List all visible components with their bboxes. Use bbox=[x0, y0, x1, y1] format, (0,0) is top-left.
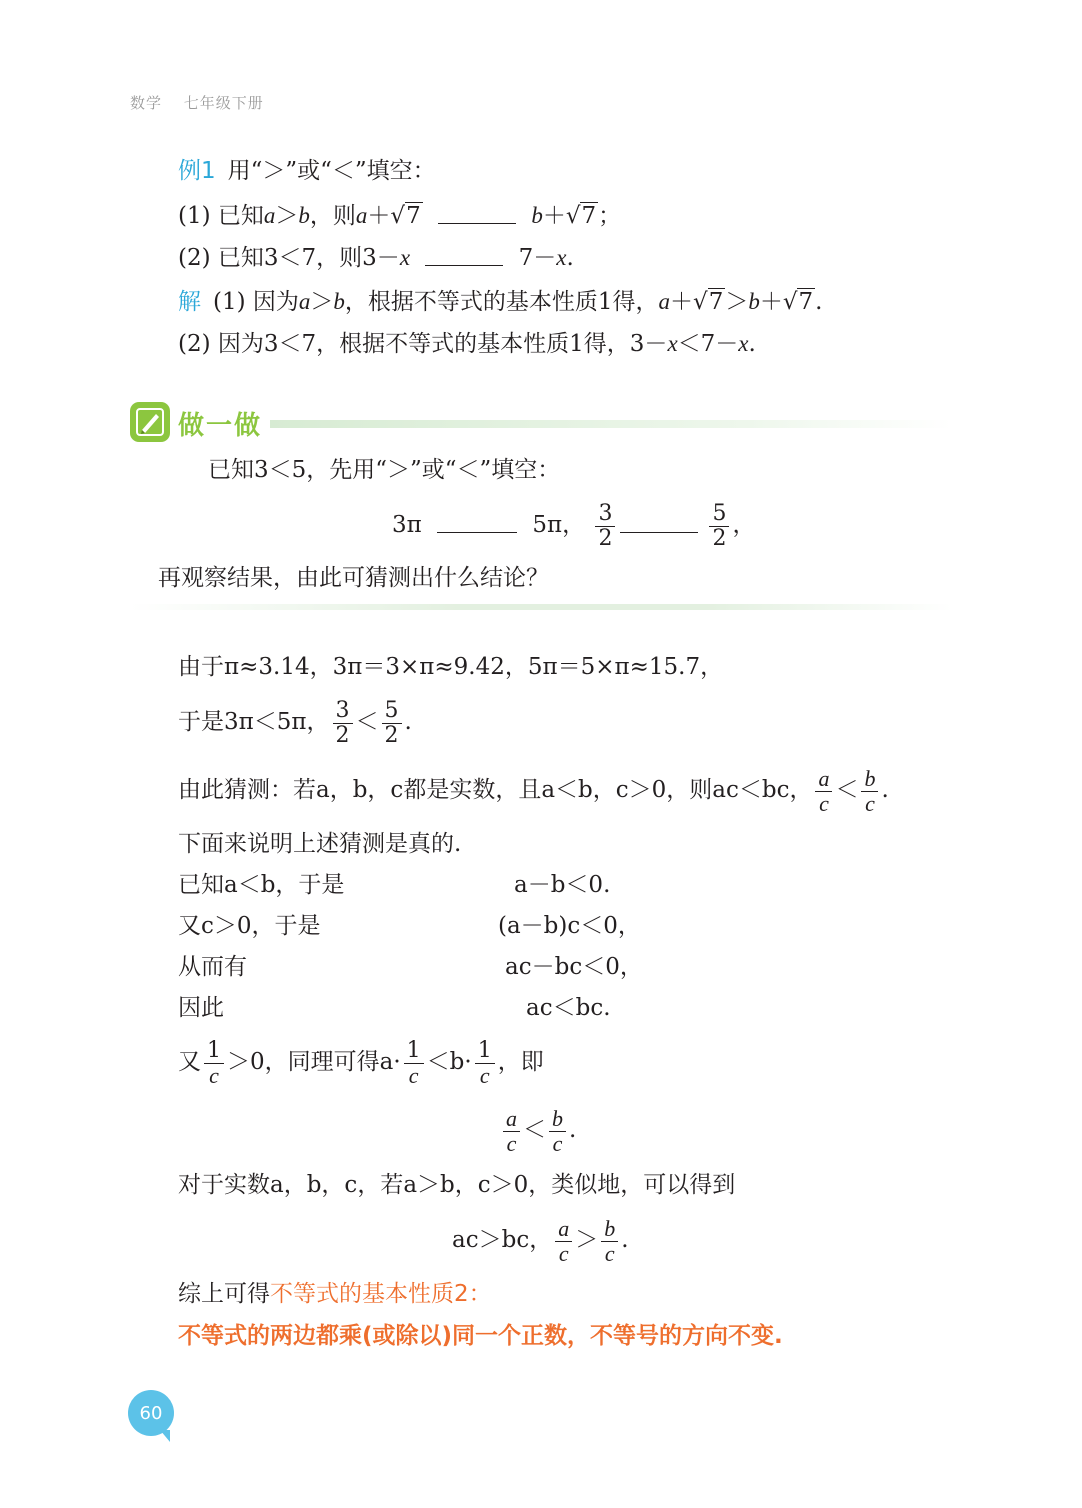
s1-sqrt: √7 bbox=[693, 289, 724, 315]
activity-title: 做一做 bbox=[178, 411, 263, 441]
proof-step-left-2: 又c＞0，于是 bbox=[178, 913, 321, 939]
line2-pre: 于是3π＜5π， bbox=[178, 709, 330, 735]
line2-frac-5-2: $\frac{5}{2}$ bbox=[382, 699, 402, 748]
activity-comma: ， bbox=[732, 512, 756, 538]
proof-step-right-2: (a－b)c＜0， bbox=[498, 913, 641, 939]
q1-rhs-b: b bbox=[531, 203, 543, 228]
s1-plus: ＋ bbox=[670, 289, 694, 315]
res-op: ＜ bbox=[523, 1117, 546, 1143]
fraction-5-2: $\frac{5}{2}$ bbox=[709, 502, 729, 551]
q1-plus: ＋ bbox=[367, 203, 391, 229]
s2-end: . bbox=[748, 331, 756, 357]
example-label: 例1 bbox=[178, 158, 216, 184]
proof-step-right-3: ac－bc＜0， bbox=[505, 954, 643, 980]
q2-x-2: x bbox=[556, 245, 567, 270]
question-2 bbox=[178, 243, 574, 273]
activity-blank-1[interactable] bbox=[437, 514, 517, 533]
proof-intro: 下面来说明上述猜测是真的. bbox=[178, 831, 462, 857]
res-end: . bbox=[569, 1117, 577, 1143]
q1-num: (1) bbox=[178, 203, 211, 229]
activity-prompt: 已知3＜5，先用“＞”或“＜”填空： bbox=[208, 457, 561, 483]
property-2-statement: 不等式的两边都乘(或除以)同一个正数，不等号的方向不变. bbox=[178, 1323, 783, 1349]
fraction-3-2: $\frac{3}{2}$ bbox=[595, 502, 615, 551]
activity-blank-2[interactable] bbox=[620, 514, 698, 533]
solution-1 bbox=[178, 287, 822, 317]
proof-step-right-1: a－b＜0. bbox=[514, 872, 611, 898]
answer-blank-2[interactable] bbox=[425, 247, 503, 266]
res-frac-a-c: $\frac{a}{c}$ bbox=[503, 1107, 520, 1156]
s1-b: b bbox=[333, 289, 345, 314]
q1-end: ； bbox=[598, 203, 622, 229]
header-subject: 数学 bbox=[130, 94, 163, 112]
body-line-1: 由于π≈3.14，3π＝3×π≈9.42，5π＝5×π≈15.7， bbox=[178, 654, 724, 680]
summary-colon: ： bbox=[468, 1281, 492, 1307]
activity-divider bbox=[130, 604, 952, 610]
s1-op: ＞ bbox=[310, 289, 334, 315]
q1-cond-a: a bbox=[263, 203, 276, 228]
s2-x-2: x bbox=[738, 331, 749, 356]
similar-line: 对于实数a，b，c，若a＞b，c＞0，类似地，可以得到 bbox=[178, 1172, 736, 1198]
summary-pre: 综上可得 bbox=[178, 1281, 270, 1307]
expr-5pi: 5π， bbox=[532, 512, 586, 538]
q2-num: (2) bbox=[178, 245, 211, 271]
summary-line bbox=[178, 1279, 492, 1309]
page-number: 60 bbox=[139, 1402, 163, 1424]
also-pre: 又 bbox=[178, 1049, 201, 1075]
s2-text: (2) 因为3＜7，根据不等式的基本性质1得，3－ bbox=[178, 331, 668, 357]
badge-tail bbox=[160, 1430, 170, 1442]
sim-end: . bbox=[621, 1227, 629, 1253]
sim-pre: ac＞bc， bbox=[452, 1227, 553, 1253]
property-2-title: 不等式的基本性质2 bbox=[270, 1281, 469, 1307]
expr-3pi: 3π bbox=[392, 512, 422, 538]
s2-x: x bbox=[667, 331, 678, 356]
question-1 bbox=[178, 201, 621, 231]
also-frac-1-c: $\frac{1}{c}$ bbox=[204, 1039, 224, 1088]
result-line bbox=[500, 1102, 576, 1158]
q1-then: ，则 bbox=[309, 203, 356, 229]
also-mid: ＞0，同理可得a· bbox=[227, 1049, 401, 1075]
proof-step-left-4: 因此 bbox=[178, 995, 224, 1021]
sqrt-7: √7 bbox=[390, 203, 421, 229]
activity-banner-bar bbox=[270, 420, 952, 428]
q2-x: x bbox=[399, 245, 411, 270]
header-book: 七年级下册 bbox=[183, 94, 264, 112]
proof-step-left-3: 从而有 bbox=[178, 954, 247, 980]
activity-banner bbox=[130, 402, 952, 444]
s1-sqrt-2: √7 bbox=[782, 289, 814, 315]
s1-mid: ，根据不等式的基本性质1得， bbox=[344, 289, 659, 315]
guess-frac-a-c: $\frac{a}{c}$ bbox=[815, 767, 832, 816]
sim-op: ＞ bbox=[575, 1227, 599, 1253]
s1-a-2: a bbox=[658, 289, 671, 314]
also-mid2: ＜b· bbox=[426, 1049, 472, 1075]
sqrt-7-b: √7 bbox=[565, 203, 597, 229]
guess-pre: 由此猜测：若a，b，c都是实数，且a＜b，c＞0，则ac＜bc， bbox=[178, 777, 813, 803]
example-heading bbox=[178, 156, 436, 186]
line2-end: . bbox=[404, 709, 412, 735]
sim-frac-b-c: $\frac{b}{c}$ bbox=[601, 1217, 618, 1266]
line2-op: ＜ bbox=[355, 709, 379, 735]
example-prompt: 用“＞”或“＜”填空： bbox=[227, 158, 436, 184]
q1-plus-2: ＋ bbox=[542, 203, 566, 229]
answer-blank-1[interactable] bbox=[438, 205, 516, 224]
proof-step-right-4: ac＜bc. bbox=[526, 995, 611, 1021]
q1-cond-op: ＞ bbox=[275, 203, 299, 229]
q2-end: . bbox=[566, 245, 574, 271]
s1-b-2: b bbox=[748, 289, 760, 314]
sim-frac-a-c: $\frac{a}{c}$ bbox=[555, 1217, 572, 1266]
q1-cond-b: b bbox=[298, 203, 310, 228]
also-end: ，即 bbox=[497, 1049, 544, 1075]
guess-frac-b-c: $\frac{b}{c}$ bbox=[861, 767, 878, 816]
s1-op-2: ＞ bbox=[725, 289, 749, 315]
pencil-ruler-icon bbox=[130, 402, 170, 442]
q1-lhs-a: a bbox=[355, 203, 368, 228]
res-frac-b-c: $\frac{b}{c}$ bbox=[549, 1107, 566, 1156]
s1-a: a bbox=[298, 289, 311, 314]
s1-plus-2: ＋ bbox=[759, 289, 783, 315]
s1-text: (1) 因为 bbox=[213, 289, 299, 315]
activity-question: 再观察结果，由此可猜测出什么结论？ bbox=[158, 565, 549, 591]
proof-step-left-1: 已知a＜b，于是 bbox=[178, 872, 345, 898]
also-frac-1-c-2: $\frac{1}{c}$ bbox=[404, 1039, 424, 1088]
body-line-2 bbox=[178, 694, 412, 750]
q2-mid: 7－ bbox=[518, 245, 557, 271]
s1-end: . bbox=[815, 289, 823, 315]
activity-expression bbox=[392, 497, 755, 553]
page-number-badge bbox=[128, 1390, 174, 1436]
q2-text: 已知3＜7，则3－ bbox=[217, 245, 400, 271]
guess-end: . bbox=[881, 777, 889, 803]
running-header bbox=[130, 92, 264, 113]
line2-frac-3-2: $\frac{3}{2}$ bbox=[333, 699, 353, 748]
q1-known: 已知 bbox=[217, 203, 264, 229]
also-frac-1-c-3: $\frac{1}{c}$ bbox=[475, 1039, 495, 1088]
solution-label: 解 bbox=[178, 289, 201, 315]
s2-mid: ＜7－ bbox=[677, 331, 739, 357]
also-line bbox=[178, 1034, 544, 1090]
guess-op: ＜ bbox=[835, 777, 859, 803]
similar-result bbox=[452, 1212, 629, 1268]
solution-2 bbox=[178, 329, 756, 359]
guess-line bbox=[178, 762, 889, 818]
